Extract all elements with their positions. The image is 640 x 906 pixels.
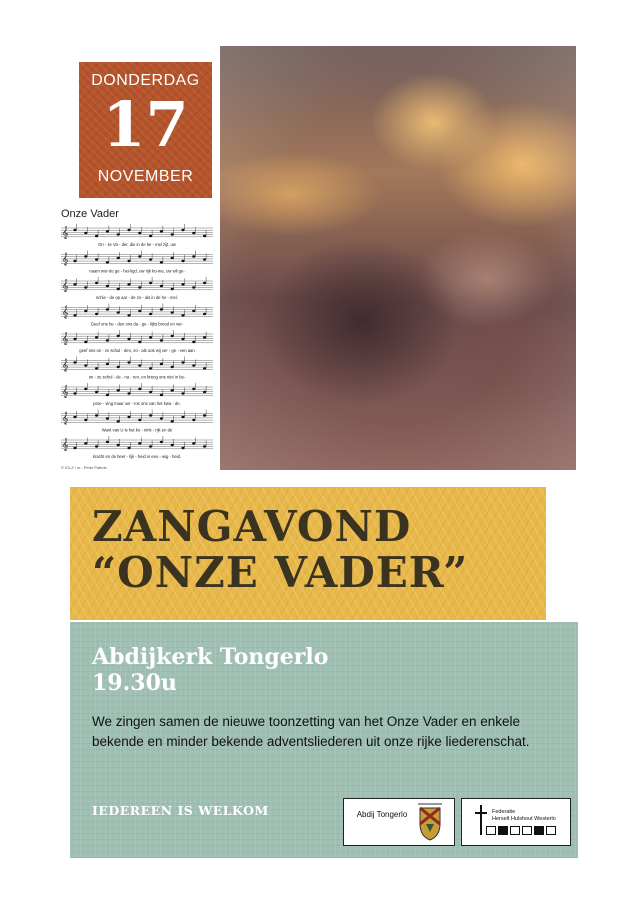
svg-text:𝄞: 𝄞	[62, 279, 69, 292]
welcome-text: IEDEREEN IS WELKOM	[92, 803, 269, 818]
venue: Abdijkerk Tongerlo	[92, 644, 329, 670]
abbey-crest-icon	[412, 802, 448, 842]
abbey-logo	[343, 798, 455, 846]
staff-line	[61, 330, 213, 353]
svg-text:𝄞: 𝄞	[62, 358, 69, 372]
event-time: 19.30u	[92, 670, 177, 696]
music-staves	[59, 206, 216, 470]
date-month: NOVEMBER	[97, 168, 194, 185]
abbey-logo-text: Abdij Tongerlo	[356, 810, 408, 819]
church-icon	[486, 826, 496, 835]
federation-places: Herselt Hulshout Westerlo	[492, 816, 556, 822]
church-icon	[534, 826, 544, 835]
sheet-music-copyright: © ICLZ / m.: Peter Pattels	[61, 465, 107, 470]
svg-text:𝄞: 𝄞	[62, 226, 69, 239]
lyric-line: proe - ving maar ver - los ons van het kwa - de.	[93, 401, 181, 406]
lyric-line: naam wor-de ge - hei-ligd, uw rijk ko-me, uw wil ge-	[89, 268, 185, 274]
svg-text:𝄞: 𝄞	[62, 411, 69, 425]
svg-text:𝄞: 𝄞	[62, 385, 69, 398]
staff-line	[61, 251, 213, 274]
svg-text:𝄞: 𝄞	[62, 332, 69, 345]
staff-line	[61, 277, 213, 300]
title-banner	[70, 487, 546, 620]
staff-line	[61, 224, 213, 247]
staff-line	[61, 436, 213, 459]
date-weekday: DONDERDAG	[91, 72, 200, 89]
event-description: We zingen samen de nieuwe toonzetting van het Onze Vader en enkele bekende en minder bekende adventsliederen uit onze rijke liederenschat.	[92, 714, 530, 749]
lyric-line: Geef ons he - den ons da - ge - lijks brood en ver-	[90, 321, 184, 327]
church-icon	[522, 826, 532, 835]
title-line-1: ZANGAVOND	[92, 502, 412, 551]
sheet-music	[59, 206, 216, 470]
staff-line	[61, 383, 213, 406]
lyric-line: schie - de op aar - de zo - als in de he - mel.	[96, 295, 178, 300]
church-icon	[510, 826, 520, 835]
lyric-line: geef ons on - ze schul - den, zo - als ook wij ver - ge - ven aan	[79, 348, 195, 353]
federation-label: Federatie	[492, 809, 516, 815]
cloudy-sky-photo	[220, 46, 576, 470]
church-icon	[498, 826, 508, 835]
svg-text:𝄞: 𝄞	[62, 438, 69, 451]
date-block	[79, 62, 212, 198]
svg-text:𝄞: 𝄞	[62, 252, 69, 266]
federation-text	[492, 809, 556, 823]
lyric-line: on - ze schul - de - na - ren, en breng ons niet in be-	[88, 374, 186, 380]
lyric-line: Want van U is het ko - nink - rijk en de	[101, 427, 173, 433]
sheet-music-title: Onze Vader	[61, 208, 119, 220]
lyric-line: On - ze Va - der, die in de he - mel zijt, uw	[98, 242, 176, 247]
date-number: 17	[102, 88, 189, 161]
staff-line	[61, 357, 213, 380]
church-icon	[546, 826, 556, 835]
svg-text:𝄞: 𝄞	[62, 305, 69, 319]
federation-icons	[486, 826, 556, 835]
staff-line	[61, 304, 213, 327]
lyric-line: kracht en de heer - lijk - heid in eeu - wig - heid.	[92, 454, 182, 459]
title-line-2: “ONZE VADER”	[92, 548, 469, 597]
federation-logo	[461, 798, 571, 846]
staff-line	[61, 410, 213, 433]
